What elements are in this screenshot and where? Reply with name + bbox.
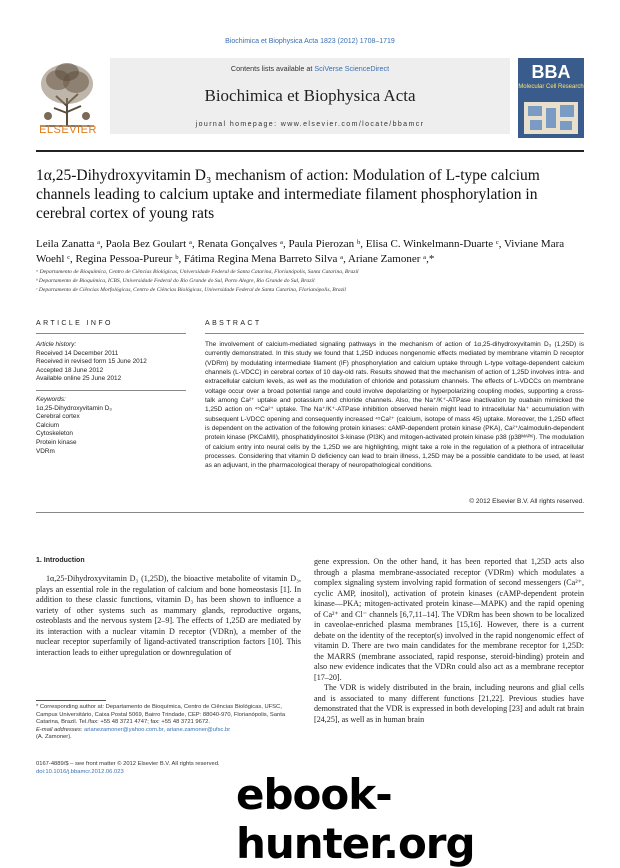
intro-paragraph-2: gene expression. On the other hand, it has been reported that 1,25D acts also through a plasma membrane-associated receptor (VDRm) which modulates a complex signaling system involving rapid formation of second messengers (Ca²⁺, cyclic AMP, inositol), activation of protein kinases (cAMP-dependent protein kinase—PKA; mitogen-activated protein kinase—MAPK) and the rapid opening of Ca²⁺ and Cl⁻ channels [6,7,11–14]. The VDRm has been shown to be localized in caveolae-enriched plasma membranes [15,16]. However, there is a current debate on the identity of the receptor(s) involved in the rapid nongenomic effect of vitamin D. There are two main candidates for the membrane receptor for 1,25D: the MARRS (membrane associated, rapid response, steroid-binding) protein and also new evidence indicates that the VDRn could also act as a membrane receptor [17–20]. [314, 557, 584, 682]
keyword: 1α,25-Dihydroxyvitamin D₃ [36, 404, 112, 412]
article-title: 1α,25-Dihydroxyvitamin D₃ mechanism of action: Modulation of L-type calcium channels leading to calcium uptake and intermediate filament phosphorylation in cerebral cortex of young rats [36, 167, 540, 222]
abstract-rule [205, 333, 584, 334]
abstract-text: The involvement of calcium-mediated signaling pathways in the mechanism of action of 1α,25-dihydroxyvitamin D₃ (1,25D) is currently demonstrated. In this study we found that 1,25D induces nongenomic effects mediated by membrane vitamin D receptor (VDRm) by modulating intermediate filament (IF) phosphorylation and calcium uptake through L-type voltage-dependent calcium channels (L-VDCC) in cerebral cortex of 10 day-old rats. Results showed that the mechanism of action of 1,25D involves intra- and extracellular calcium levels, as well as the modulation of chloride and potassium channels. The effects of L-VDCCs on membrane voltage occur over a broad potential range and could involve depolarizing or hyperpolarizing coupling modes, supporting a cross-talk among Ca²⁺ uptake and potassium and chloride channels. Also, the Na⁺/K⁺-ATPase inactivation by ouabain mimicked the 1,25D action on ⁴⁵Ca²⁺ uptake. The Na⁺/K⁺-ATPase inhibition observed herein might lead to intracellular Na⁺ accumulation with subsequent L-VDCC opening and consequently increased ⁴⁵Ca²⁺ (calcium, isotope of mass 45) uptake. Moreover, the 1,25D effect is dependent on the activation of the following protein kinases: cAMP-dependent protein kinase (PKA), Ca²⁺/calmodulin-dependent protein kinase (PKCaMII), phosphatidylinositol 3-kinase (PI3K) and mitogen-activated protein kinase p38 (p38ᴹᴬᴾᴷ). The modulation of calcium entry into neural cells by the 1,25D we are highlighting, might take a role in the regulation of a plethora of intracellular processes. Considering that vitamin D deficiency can lead to brain illness, 1,25D may be a possible candidate to be used, at least as an adjuvant, in the pharmacological therapy of neuropathological conditions. [205, 341, 584, 470]
abstract-bottom-rule [36, 512, 584, 513]
intro-paragraph-1: 1α,25-Dihydroxyvitamin D₃ (1,25D), the bioactive metabolite of vitamin D₃, plays an essential role in the regulation of calcium and bone homeostasis [1]. In addition to these classic functions, vitamin D₃ has been shown to influence a variety of other systems such as mammary glands, reproductive organs, osteoblasts and the nervous system [2–9]. The effects of 1,25D are mediated by its interaction with a nuclear vitamin D receptor (VDRn), a member of the nuclear receptor superfamily of ligand-activated transcription factors [10]. This interaction leads to either upregulation or downregulation of [36, 574, 301, 657]
contents-prefix: Contents lists available at [230, 64, 315, 73]
abstract-copyright: © 2012 Elsevier B.V. All rights reserved. [469, 498, 584, 505]
header-rule [36, 150, 584, 152]
history-label: Article history: [36, 341, 77, 348]
cover-artwork [524, 102, 578, 134]
email-line [36, 727, 301, 735]
article-info-heading: ARTICLE INFO [36, 320, 113, 327]
article-authors: Leila Zanatta ᵃ, Paola Bez Goulart ᵃ, Renata Gonçalves ᵃ, Paula Pierozan ᵇ, Elisa C. Winkelmann-Duarte ᶜ, Viviane Mara Woehl ᶜ, Regina Pessoa-Pureur ᵇ, Fátima Regina Mena Barreto Silva ᵃ, Ariane Zamoner ᵃ,* [36, 238, 565, 265]
history-online: Available online 25 June 2012 [36, 375, 122, 383]
sciencedirect-link[interactable]: SciVerse ScienceDirect [314, 64, 390, 73]
history-accepted: Accepted 18 June 2012 [36, 366, 104, 374]
keyword: VDRm [36, 447, 55, 455]
keyword: Cytoskeleton [36, 430, 73, 438]
elsevier-wordmark: ELSEVIER [39, 124, 97, 136]
issn-line: 0167-4889/$ – see front matter © 2012 Elsevier B.V. All rights reserved. [36, 761, 220, 767]
journal-homepage[interactable]: journal homepage: www.elsevier.com/locate/bbamcr [195, 121, 425, 128]
intro-paragraph-3: The VDR is widely distributed in the brain, including neurons and glial cells and is associated to many different functions [21,22]. Previous studies have demonstrated that the VDR is expressed in both developing [23] and adult rat brain [24,25], as well as in human brain [314, 683, 584, 724]
keywords-rule [36, 390, 186, 391]
journal-title: Biochimica et Biophysica Acta [204, 86, 416, 105]
affiliation-a: ᵃ Departamento de Bioquímica, Centro de Ciências Biológicas, Universidade Federal de Santa Catarina, Florianópolis, Santa Catarina, Brazil [36, 269, 359, 275]
intro-column-left [36, 574, 301, 658]
elsevier-tree-logo [36, 58, 98, 128]
abstract-heading: ABSTRACT [205, 320, 262, 327]
keyword: Calcium [36, 421, 60, 429]
intro-column-right [314, 557, 584, 725]
corresponding-address: * Corresponding author at: Departamento de Bioquímica, Centro de Ciências Biológicas, UFSC, Campus Universitário, Caixa Postal 5069, Bairro Trindade, CEP: 88040-970, Florianópolis, Santa Catarina, Brazil. Tel./fax: +55 48 3721 4747; fax: +55 48 3721 9672. [36, 704, 286, 726]
journal-cover-image [518, 58, 584, 138]
keywords-label: Keywords: [36, 395, 66, 403]
history-received: Received 14 December 2011 [36, 349, 119, 357]
info-rule [36, 333, 186, 334]
doi-link[interactable]: doi:10.1016/j.bbamcr.2012.06.023 [36, 769, 124, 775]
watermark-text: ebook-hunter.org [236, 770, 475, 868]
keyword: Protein kinase [36, 438, 77, 446]
journal-citation[interactable]: Biochimica et Biophysica Acta 1823 (2012) 1708–1719 [225, 38, 395, 45]
email-suffix: (A. Zamoner). [36, 734, 72, 741]
affiliation-b: ᵇ Departamento de Bioquímica, ICBS, Universidade Federal do Rio Grande do Sul, Porto Alegre, Rio Grande do Sul, Brazil [36, 278, 315, 284]
footnote-rule [36, 700, 106, 701]
contents-available-line [110, 64, 510, 73]
introduction-heading: 1. Introduction [36, 557, 85, 564]
article-info-panel [36, 341, 176, 456]
history-revised: Received in revised form 15 June 2012 [36, 358, 147, 366]
email-links[interactable]: arianezamoner@yahoo.com.br, ariane.zamoner@ufsc.br [84, 726, 231, 733]
keyword: Cerebral cortex [36, 413, 80, 421]
cover-subtitle: Molecular Cell Research [518, 84, 584, 90]
affiliation-c: ᶜ Departamento de Ciências Morfológicas, Centro de Ciências Biológicas, Universidade Federal de Santa Catarina, Florianópolis, Brazil [36, 287, 346, 293]
cover-title: BBA [531, 62, 571, 82]
corresponding-footnote [36, 704, 301, 742]
email-label: E-mail addresses: [36, 726, 85, 733]
